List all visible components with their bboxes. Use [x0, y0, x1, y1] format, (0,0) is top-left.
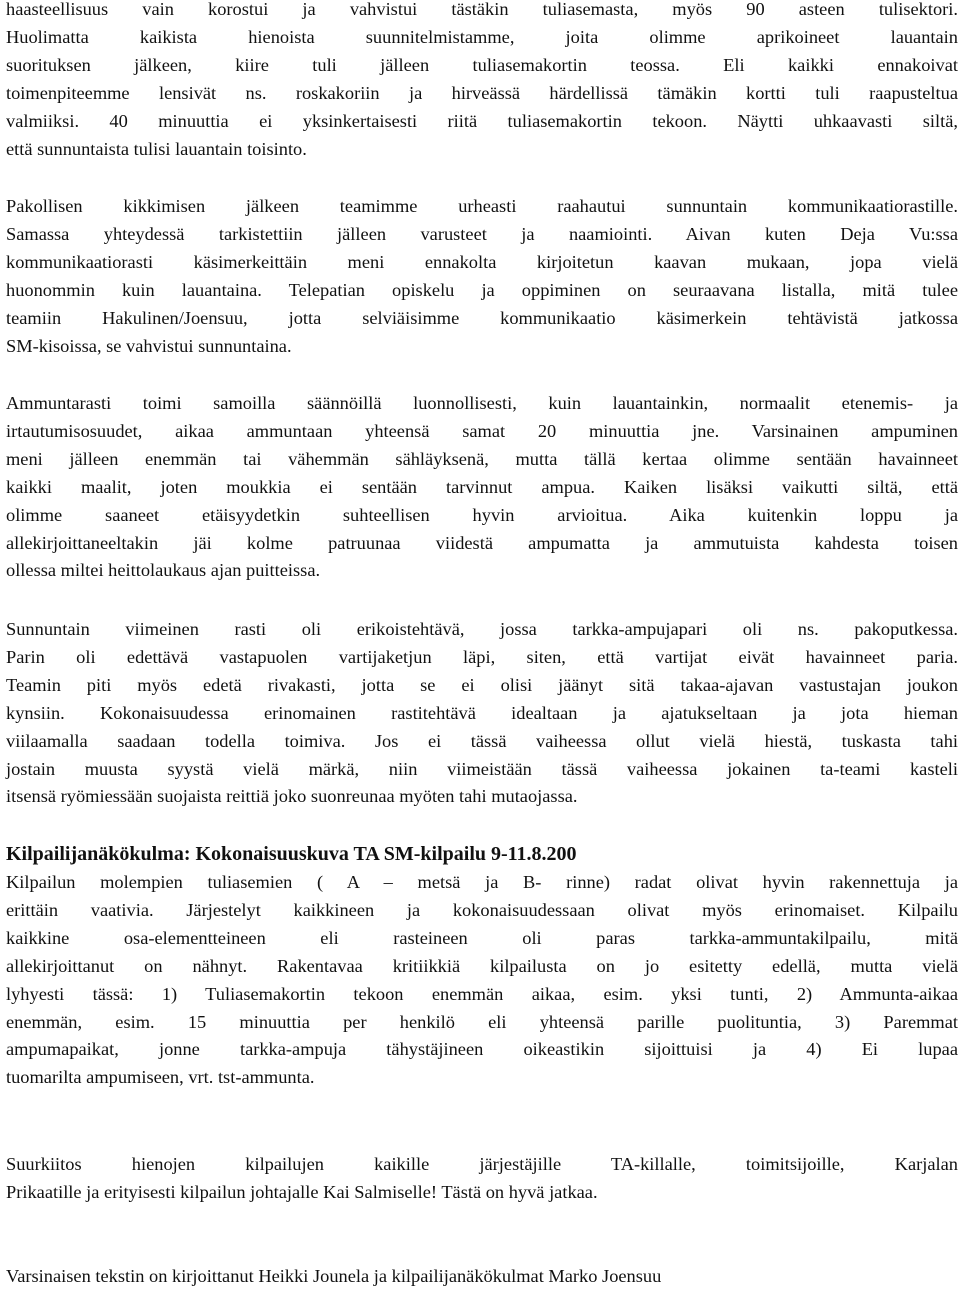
text-line: toimenpiteemme lensivät ns. roskakoriin ja hirveässä härdellissä tämäkin kortti tuli raapusteltua	[6, 82, 958, 103]
text-line: itsensä ryömiessään suojaista reittiä joko suonreunaa myöten tahi mutaojassa.	[6, 786, 578, 807]
text-line: Sunnuntain viimeinen rasti oli erikoistehtävä, jossa tarkka-ampujapari oli ns. pakoputkessa.	[6, 619, 958, 639]
text-line: kynsiin. Kokonaisuudessa erinomainen rastitehtävä idealtaan ja ajatukseltaan ja jota hieman	[6, 702, 958, 723]
text-line: SM-kisoissa, se vahvistui sunnuntaina.	[6, 335, 292, 356]
text-line: allekirjoittaneeltakin jäi kolme patruunaa viidestä ampumatta ja ammutuista kahdesta toisen	[6, 532, 958, 553]
text-line: ollessa miltei heittolaukaus ajan puitteissa.	[6, 560, 321, 581]
text-line: Samassa yhteydessä tarkistettiin jälleen varusteet ja naamiointi. Aivan kuten Deja Vu:ssa	[6, 223, 958, 244]
text-line: huonommin kuin lauantaina. Telepatian opiskelu ja oppiminen on seuraavana listalla, mitä tulee	[6, 279, 958, 300]
text-line: lyhyesti tässä: 1) Tuliasemakortin tekoon enemmän aikaa, esim. yksi tunti, 2) Ammunta-aikaa	[6, 983, 958, 1004]
text-line: teamiin Hakulinen/Joensuu, jotta selviäisimme kommunikaatio käsimerkein tehtävistä jatkossa	[6, 307, 958, 328]
paragraph-shooting-sector	[6, 0, 958, 163]
text-line: kaikki maalit, joten moukkia ei sentään tarvinnut ampua. Kaiken lisäksi vaikutti siltä, että	[6, 476, 958, 497]
paragraph-special-task	[6, 616, 958, 811]
text-line: kommunikaatiorasti käsimerkeittäin meni ennakolta kirjoitetun kaavan mukaan, jopa vielä	[6, 251, 958, 272]
text-line: Pakollisen kikkimisen jälkeen teamimme urheasti raahautui sunnuntain kommunikaatiorastille.	[6, 196, 958, 216]
text-line: tuomarilta ampumiseen, vrt. tst-ammunta.	[6, 1067, 315, 1088]
paragraph-communication-station	[6, 193, 958, 360]
text-line: Parin oli edettävä vastapuolen vartijaketjun läpi, siten, että vartijat eivät havainneet paria.	[6, 646, 958, 667]
paragraph-competitor-view	[6, 869, 958, 1092]
text-line: Teamin piti myös edetä rivakasti, jotta se ei olisi jäänyt sitä takaa-ajavan vastustajan joukon	[6, 674, 958, 695]
text-line: kaikkine osa-elementteineen eli rasteineen oli paras tarkka-ammuntakilpailu, mitä	[6, 927, 958, 948]
text-line: suorituksen jälkeen, kiire tuli jälleen tuliasemakortin teossa. Eli kaikki ennakoivat	[6, 54, 958, 75]
text-line: allekirjoittanut on nähnyt. Rakentavaa kritiikkiä kilpailusta on jo esitetty edellä, mutta vielä	[6, 955, 958, 976]
text-line: meni jälleen enemmän tai vähemmän sähläyksenä, mutta tällä kertaa olimme sentään havainneet	[6, 448, 958, 469]
paragraph-authors	[6, 1263, 958, 1291]
text-line: Ammuntarasti toimi samoilla säännöillä luonnollisesti, kuin lauantainkin, normaalit etenemis- ja	[6, 393, 958, 413]
text-line: ampumapaikat, jonne tarkka-ampuja tähystäjineen oikeastikin sijoittuisi ja 4) Ei lupaa	[6, 1039, 958, 1060]
text-line: valmiiksi. 40 minuuttia ei yksinkertaisesti riitä tuliasemakortin tekoon. Näytti uhkaavasti siltä,	[6, 110, 958, 131]
text-line: olimme saaneet etäisyydetkin suhteellisen hyvin arvioitua. Aika kuitenkin loppu ja	[6, 504, 958, 525]
paragraph-thanks	[6, 1151, 958, 1207]
text-line: haasteellisuus vain korostui ja vahvistui tästäkin tuliasemasta, myös 90 asteen tulisektori.	[6, 0, 958, 19]
text-line: enemmän, esim. 15 minuuttia per henkilö eli yhteensä parille puolituntia, 3) Paremmat	[6, 1011, 958, 1032]
text-line: erittäin vaativia. Järjestelyt kaikkineen ja kokonaisuudessaan olivat myös erinomaiset. Kilpailu	[6, 899, 958, 920]
text-line: viilaamalla saadaan todella toimiva. Jos ei tässä vaiheessa ollut vielä hiestä, tuskasta tahi	[6, 730, 958, 751]
text-line: Prikaatille ja erityisesti kilpailun johtajalle Kai Salmiselle! Tästä on hyvä jatkaa.	[6, 1181, 598, 1202]
section-heading: Kilpailijanäkökulma: Kokonaisuuskuva TA SM-kilpailu 9-11.8.200	[6, 843, 577, 865]
text-line: irtautumisosuudet, aikaa ammuntaan yhteensä samat 20 minuuttia jne. Varsinainen ampuminen	[6, 420, 958, 441]
text-line: Kilpailun molempien tuliasemien ( A – metsä ja B- rinne) radat olivat hyvin rakennettuja ja	[6, 872, 958, 892]
text-line: Varsinaisen tekstin on kirjoittanut Heikki Jounela ja kilpailijanäkökulmat Marko Joensuu	[6, 1266, 662, 1286]
paragraph-shooting-station	[6, 390, 958, 585]
text-line: että sunnuntaista tulisi lauantain toisinto.	[6, 138, 307, 159]
text-line: Huolimatta kaikista hienoista suunnitelmistamme, joita olimme aprikoineet lauantain	[6, 26, 958, 47]
text-line: jostain muusta syystä vielä märkä, niin viimeistään tässä vaiheessa jokainen ta-teami kasteli	[6, 758, 958, 779]
text-line: Suurkiitos hienojen kilpailujen kaikille järjestäjille TA-killalle, toimitsijoille, Karjalan	[6, 1154, 958, 1174]
